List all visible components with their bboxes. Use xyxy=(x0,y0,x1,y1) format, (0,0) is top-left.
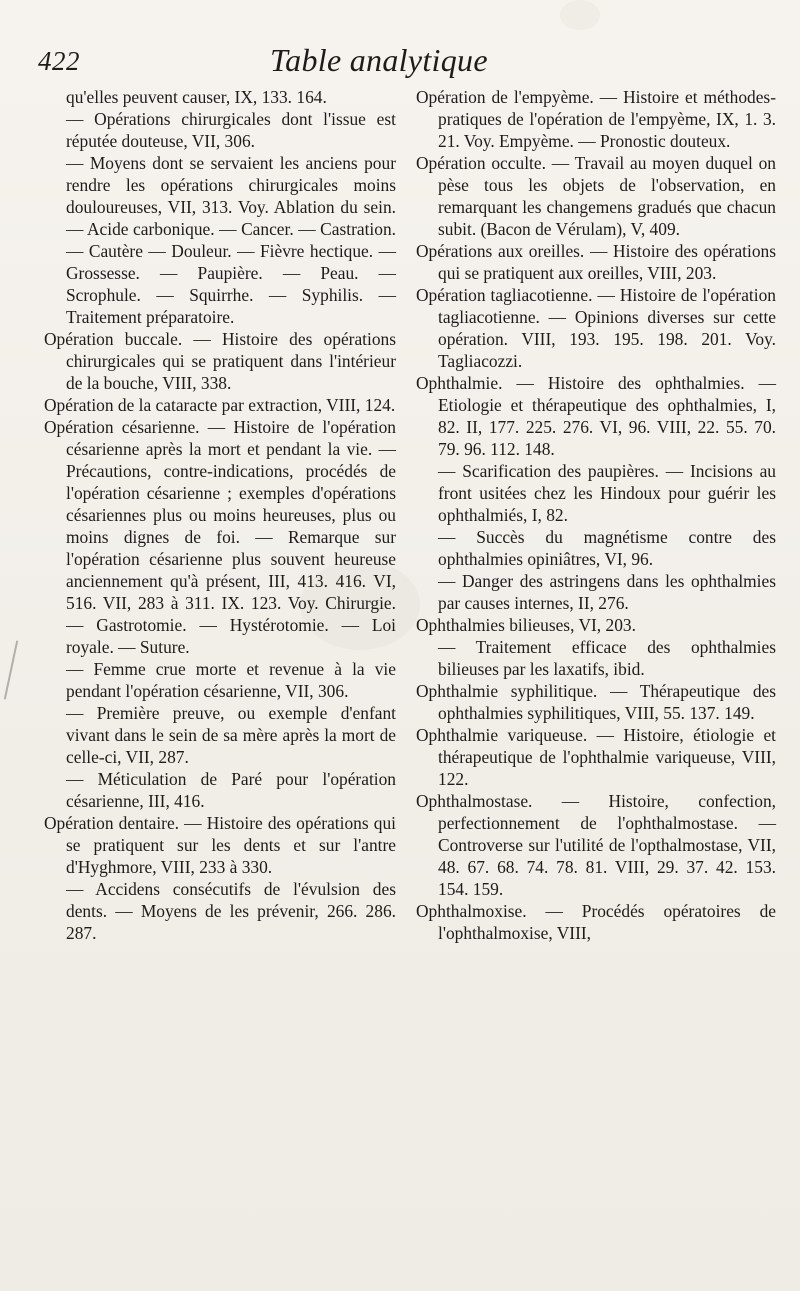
index-entry: Ophthalmostase. — Histoire, confection, perfectionnement de l'ophthalmostase. — Controverse sur l'utilité de l'opthalmostase, VII, 48. 67. 68. 74. 78. 81. VIII, 29. 37. 42. 153. 154. 159. xyxy=(416,791,776,899)
index-entry: Opération buccale. — Histoire des opérations chirurgicales qui se pratiquent dans l'intérieur de la bouche, VIII, 338. xyxy=(44,329,396,393)
index-subentry: — Moyens dont se servaient les anciens pour rendre les opérations chirurgicales moins douloureuses, VII, 313. Voy. Ablation du sein. — Acide carbonique. — Cancer. — Castration. — Cautère — Douleur. — Fièvre hectique. — Grossesse. — Paupière. — Peau. — Scrophule. — Squirrhe. — Syphilis. — Traitement préparatoire. xyxy=(66,153,396,327)
page-stain xyxy=(560,0,600,30)
index-subentry: — Traitement efficace des ophthalmies bilieuses par les laxatifs, ibid. xyxy=(438,637,776,679)
index-entry: Ophthalmie. — Histoire des ophthalmies. — Etiologie et thérapeutique des ophthalmies, I, 82. II, 177. 225. 276. VI, 96. VIII, 22. 55. 70. 79. 96. 112. 148. xyxy=(416,373,776,459)
index-subentry: — Scarification des paupières. — Incisions au front usitées chez les Hindoux pour guérir les ophthalmiés, I, 82. xyxy=(438,461,776,525)
index-entry: Opérations aux oreilles. — Histoire des opérations qui se pratiquent aux oreilles, VIII, 203. xyxy=(416,241,776,283)
right-column xyxy=(416,86,776,944)
index-subentry: — Accidens consécutifs de l'évulsion des dents. — Moyens de les prévenir, 266. 286. 287. xyxy=(66,879,396,943)
index-entry: Opération de l'empyème. — Histoire et méthodes-pratiques de l'opération de l'empyème, IX, 1. 3. 21. Voy. Empyème. — Pronostic douteux. xyxy=(416,87,776,151)
index-entry-continuation: qu'elles peuvent causer, IX, 133. 164. xyxy=(66,87,327,107)
index-entry: Opération césarienne. — Histoire de l'opération césarienne après la mort et pendant la vie. — Précautions, contre-indications, procédés de l'opération césarienne ; exemples d'opérations césariennes plus ou moins heureuses, plus ou moins dignes de foi. — Remarque sur l'opération césarienne plus souvent heureuse anciennement qu'à présent, III, 413. 416. VI, 516. VII, 283 à 311. IX. 123. Voy. Chirurgie. — Gastrotomie. — Hystérotomie. — Loi royale. — Suture. xyxy=(44,417,396,657)
index-subentry: — Femme crue morte et revenue à la vie pendant l'opération césarienne, VII, 306. xyxy=(66,659,396,701)
index-subentry: — Succès du magnétisme contre des ophthalmies opiniâtres, VI, 96. xyxy=(438,527,776,569)
index-subentry: — Danger des astringens dans les ophthalmies par causes internes, II, 276. xyxy=(438,571,776,613)
index-entry: Ophthalmie variqueuse. — Histoire, étiologie et thérapeutique de l'ophthalmie variqueuse, VIII, 122. xyxy=(416,725,776,789)
index-subentry: — Opérations chirurgicales dont l'issue est réputée douteuse, VII, 306. xyxy=(66,109,396,151)
index-subentry: — Méticulation de Paré pour l'opération césarienne, III, 416. xyxy=(66,769,396,811)
page-number: 422 xyxy=(38,46,80,76)
index-entry: Ophthalmoxise. — Procédés opératoires de l'ophthalmoxise, VIII, xyxy=(416,901,776,943)
running-title: Table analytique xyxy=(270,42,488,78)
index-entry: Opération dentaire. — Histoire des opérations qui se pratiquent sur les dents et sur l'antre d'Hyghmore, VIII, 233 à 330. xyxy=(44,813,396,877)
page-header xyxy=(38,42,778,82)
index-entry: Opération tagliacotienne. — Histoire de l'opération tagliacotienne. — Opinions diverses sur cette opération. VIII, 193. 195. 198. 201. Voy. Tagliacozzi. xyxy=(416,285,776,371)
index-entry: Ophthalmies bilieuses, VI, 203. xyxy=(416,615,636,635)
index-entry: Ophthalmie syphilitique. — Thérapeutique des ophthalmies syphilitiques, VIII, 55. 137. 149. xyxy=(416,681,776,723)
index-subentry: — Première preuve, ou exemple d'enfant vivant dans le sein de sa mère après la mort de celle-ci, VII, 287. xyxy=(66,703,396,767)
margin-pencil-mark xyxy=(4,640,18,699)
left-column xyxy=(44,86,396,944)
index-entry: Opération de la cataracte par extraction, VIII, 124. xyxy=(44,395,396,415)
index-entry: Opération occulte. — Travail au moyen duquel on pèse tous les objets de l'observation, en remarquant les changemens gradués que chacun subit. (Bacon de Vérulam), V, 409. xyxy=(416,153,776,239)
